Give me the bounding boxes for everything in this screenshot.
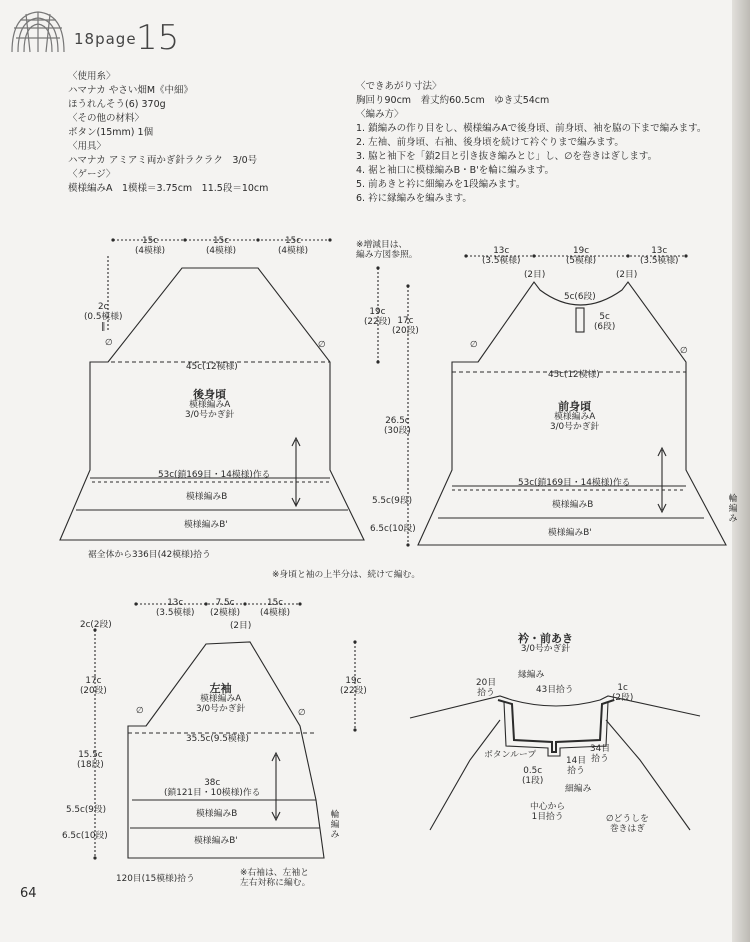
front-title-block	[550, 402, 599, 432]
sleeve-join-symbol-left: ∅	[136, 706, 144, 716]
front-band-b: 模様編みB	[552, 500, 594, 510]
other-label: 〈その他の材料〉	[68, 113, 145, 124]
mid-dim-2: 17c (20段)	[392, 316, 419, 336]
sleeve-outline	[128, 642, 324, 858]
sleeve-title-block	[196, 684, 245, 714]
tools-label: 〈用具〉	[68, 141, 107, 152]
sleeve-band-b2: 模様編みB'	[194, 836, 238, 846]
back-shoulder-dim: 2c (0.5模様) ‖	[84, 302, 123, 332]
collar-title: 衿・前あき	[518, 632, 573, 645]
front-band-b2: 模様編みB'	[548, 528, 592, 538]
front-round-note: 輪編み	[728, 494, 738, 524]
sleeve-width-dim: 35.5c(9.5模様)	[186, 734, 249, 744]
front-top-dim-3: 13c (3.5模様)	[640, 246, 679, 266]
sleeve-title: 左袖	[209, 682, 232, 695]
collar-edging: 縁編み	[518, 670, 545, 680]
front-title: 前身頃	[558, 400, 592, 413]
collar-yoke	[410, 696, 700, 718]
sleeve-pickup: 120目(15模様)拾う	[116, 874, 195, 884]
mid-dim-5: 6.5c(10段)	[370, 524, 416, 534]
back-top-dim-3: 15c (4模様)	[278, 236, 309, 256]
back-width-dim: 45c(12模様)	[186, 362, 238, 372]
front-neck-depth: 5c(6段)	[564, 292, 596, 302]
yarn-line2: ほうれんそう(6) 370g	[68, 99, 166, 110]
front-top-dim-1: 13c (3.5模様)	[482, 246, 521, 266]
method-step: 3. 脇と袖下を「鎖2目と引き抜き編みとじ」し、∅を巻きはぎします。	[356, 151, 658, 162]
back-top-dim-1: 15c (4模様)	[135, 236, 166, 256]
finished-line: 胸回り90cm 着丈約60.5cm ゆき丈54cm	[356, 95, 550, 106]
sleeve-top-dim-3: 15c (4模様)	[260, 598, 291, 618]
mid-dim-1: 19c (22段)	[364, 307, 391, 327]
front-neck-sts-right: (2目)	[616, 270, 638, 280]
yarn-label: 〈使用糸〉	[68, 71, 116, 82]
method-step: 6. 衿に縁編みを編みます。	[356, 193, 472, 204]
continuous-note: ※身頃と袖の上半分は、続けて編む。	[272, 570, 421, 580]
collar-14-sts: 14目 拾う	[566, 756, 586, 776]
method-step: 4. 裾と袖口に模様編みB・B'を輪に編みます。	[356, 165, 554, 176]
method-label: 〈編み方〉	[356, 109, 404, 120]
back-pickup: 裾全体から336目(42模様)拾う	[88, 550, 211, 560]
other-line: ボタン(15mm) 1個	[68, 127, 154, 138]
sleeve-join-symbol-right: ∅	[298, 708, 306, 718]
sleeve-left-dim-3: 15.5c (18段)	[77, 750, 104, 770]
finished-label: 〈できあがり寸法〉	[356, 81, 442, 92]
sleeve-left-dim-4: 5.5c(9段)	[66, 805, 107, 815]
pattern-number: 15	[136, 18, 180, 58]
shaping-note: ※増減目は、 編み方図参照。	[356, 240, 418, 260]
sleeve-pattern: 模様編みA	[200, 694, 242, 704]
collar-43-sts: 43目拾う	[536, 685, 574, 695]
collar-loop-depth: 0.5c (1段)	[522, 766, 544, 786]
collar-join-note: ∅どうしを 巻きはぎ	[606, 814, 649, 834]
front-slit-dim: 5c (6段)	[594, 312, 616, 332]
sleeve-top-sts: (2目)	[230, 621, 252, 631]
collar-20-sts: 20目 拾う	[476, 678, 496, 698]
tools-line: ハマナカ アミアミ両かぎ針ラクラク 3/0号	[68, 155, 258, 166]
sleeve-left-dim-5: 6.5c(10段)	[62, 831, 108, 841]
back-hook: 3/0号かぎ針	[185, 410, 235, 420]
sleeve-round-note: 輪編み	[330, 810, 340, 840]
front-top-dim-2: 19c (5模様)	[566, 246, 597, 266]
collar-width: 1c (2段)	[612, 683, 634, 703]
sleeve-top-dim-1: 13c (3.5模様)	[156, 598, 195, 618]
back-band-b: 模様編みB	[186, 492, 228, 502]
button-loop-label: ボタンループ	[484, 750, 537, 760]
front-start-chain: 53c(鎖169目・14模様)作る	[518, 478, 631, 488]
front-pattern: 模様編みA	[554, 412, 596, 422]
sleeve-left-dim-1: 2c(2段)	[80, 620, 112, 630]
sleeve-mirror-note: ※右袖は、左袖と 左右対称に編む。	[240, 868, 311, 888]
method-step: 2. 左袖、前身頃、右袖、後身頃を続けて衿ぐりまで編みます。	[356, 137, 624, 148]
back-start-chain: 53c(鎖169目・14模様)作る	[158, 470, 271, 480]
collar-hook: 3/0号かぎ針	[520, 644, 571, 654]
front-join-symbol-left: ∅	[470, 340, 478, 350]
page-reference: 18page	[74, 30, 137, 48]
gauge-line: 模様編みA 1模様＝3.75cm 11.5段＝10cm	[68, 183, 269, 194]
front-join-symbol-right: ∅	[680, 346, 688, 356]
method-step: 5. 前あきと衿に細編みを1段編みます。	[356, 179, 526, 190]
front-width-dim: 45c(12模様)	[548, 370, 600, 380]
collar-title-block	[518, 634, 573, 654]
front-neck-sts-left: (2目)	[524, 270, 546, 280]
sleeve-start-chain: 38c (鎖121目・10模様)作る	[164, 778, 261, 798]
back-pattern: 模様編みA	[189, 400, 231, 410]
mid-dim-4: 5.5c(9段)	[372, 496, 413, 506]
collar-center-pickup: 中心から 1目拾う	[530, 802, 566, 822]
back-title: 後身頃	[193, 388, 227, 401]
front-hook: 3/0号かぎ針	[550, 422, 600, 432]
mid-dim-3: 26.5c (30段)	[384, 416, 411, 436]
collar-single-crochet: 細編み	[565, 784, 592, 794]
yarn-line1: ハマナカ やさい畑M《中細》	[68, 85, 194, 96]
back-title-block	[185, 390, 234, 420]
method-step: 1. 鎖編みの作り目をし、模様編みAで後身頃、前身頃、袖を脇の下まで編みます。	[356, 123, 707, 134]
sleeve-left-dim-2: 17c (20段)	[80, 676, 107, 696]
back-join-symbol-left: ∅	[105, 338, 113, 348]
sleeve-top-dim-2: 7.5c (2模様)	[210, 598, 241, 618]
gauge-label: 〈ゲージ〉	[68, 169, 116, 180]
page-number: 64	[20, 886, 37, 901]
sleeve-hook: 3/0号かぎ針	[196, 704, 246, 714]
back-join-symbol-right: ∅	[318, 340, 326, 350]
back-band-b2: 模様編みB'	[184, 520, 228, 530]
back-top-dim-2: 15c (4模様)	[206, 236, 237, 256]
sleeve-band-b: 模様編みB	[196, 809, 238, 819]
collar-34-sts: 34目 拾う	[590, 744, 610, 764]
sleeve-right-dim: 19c (22段)	[340, 676, 367, 696]
